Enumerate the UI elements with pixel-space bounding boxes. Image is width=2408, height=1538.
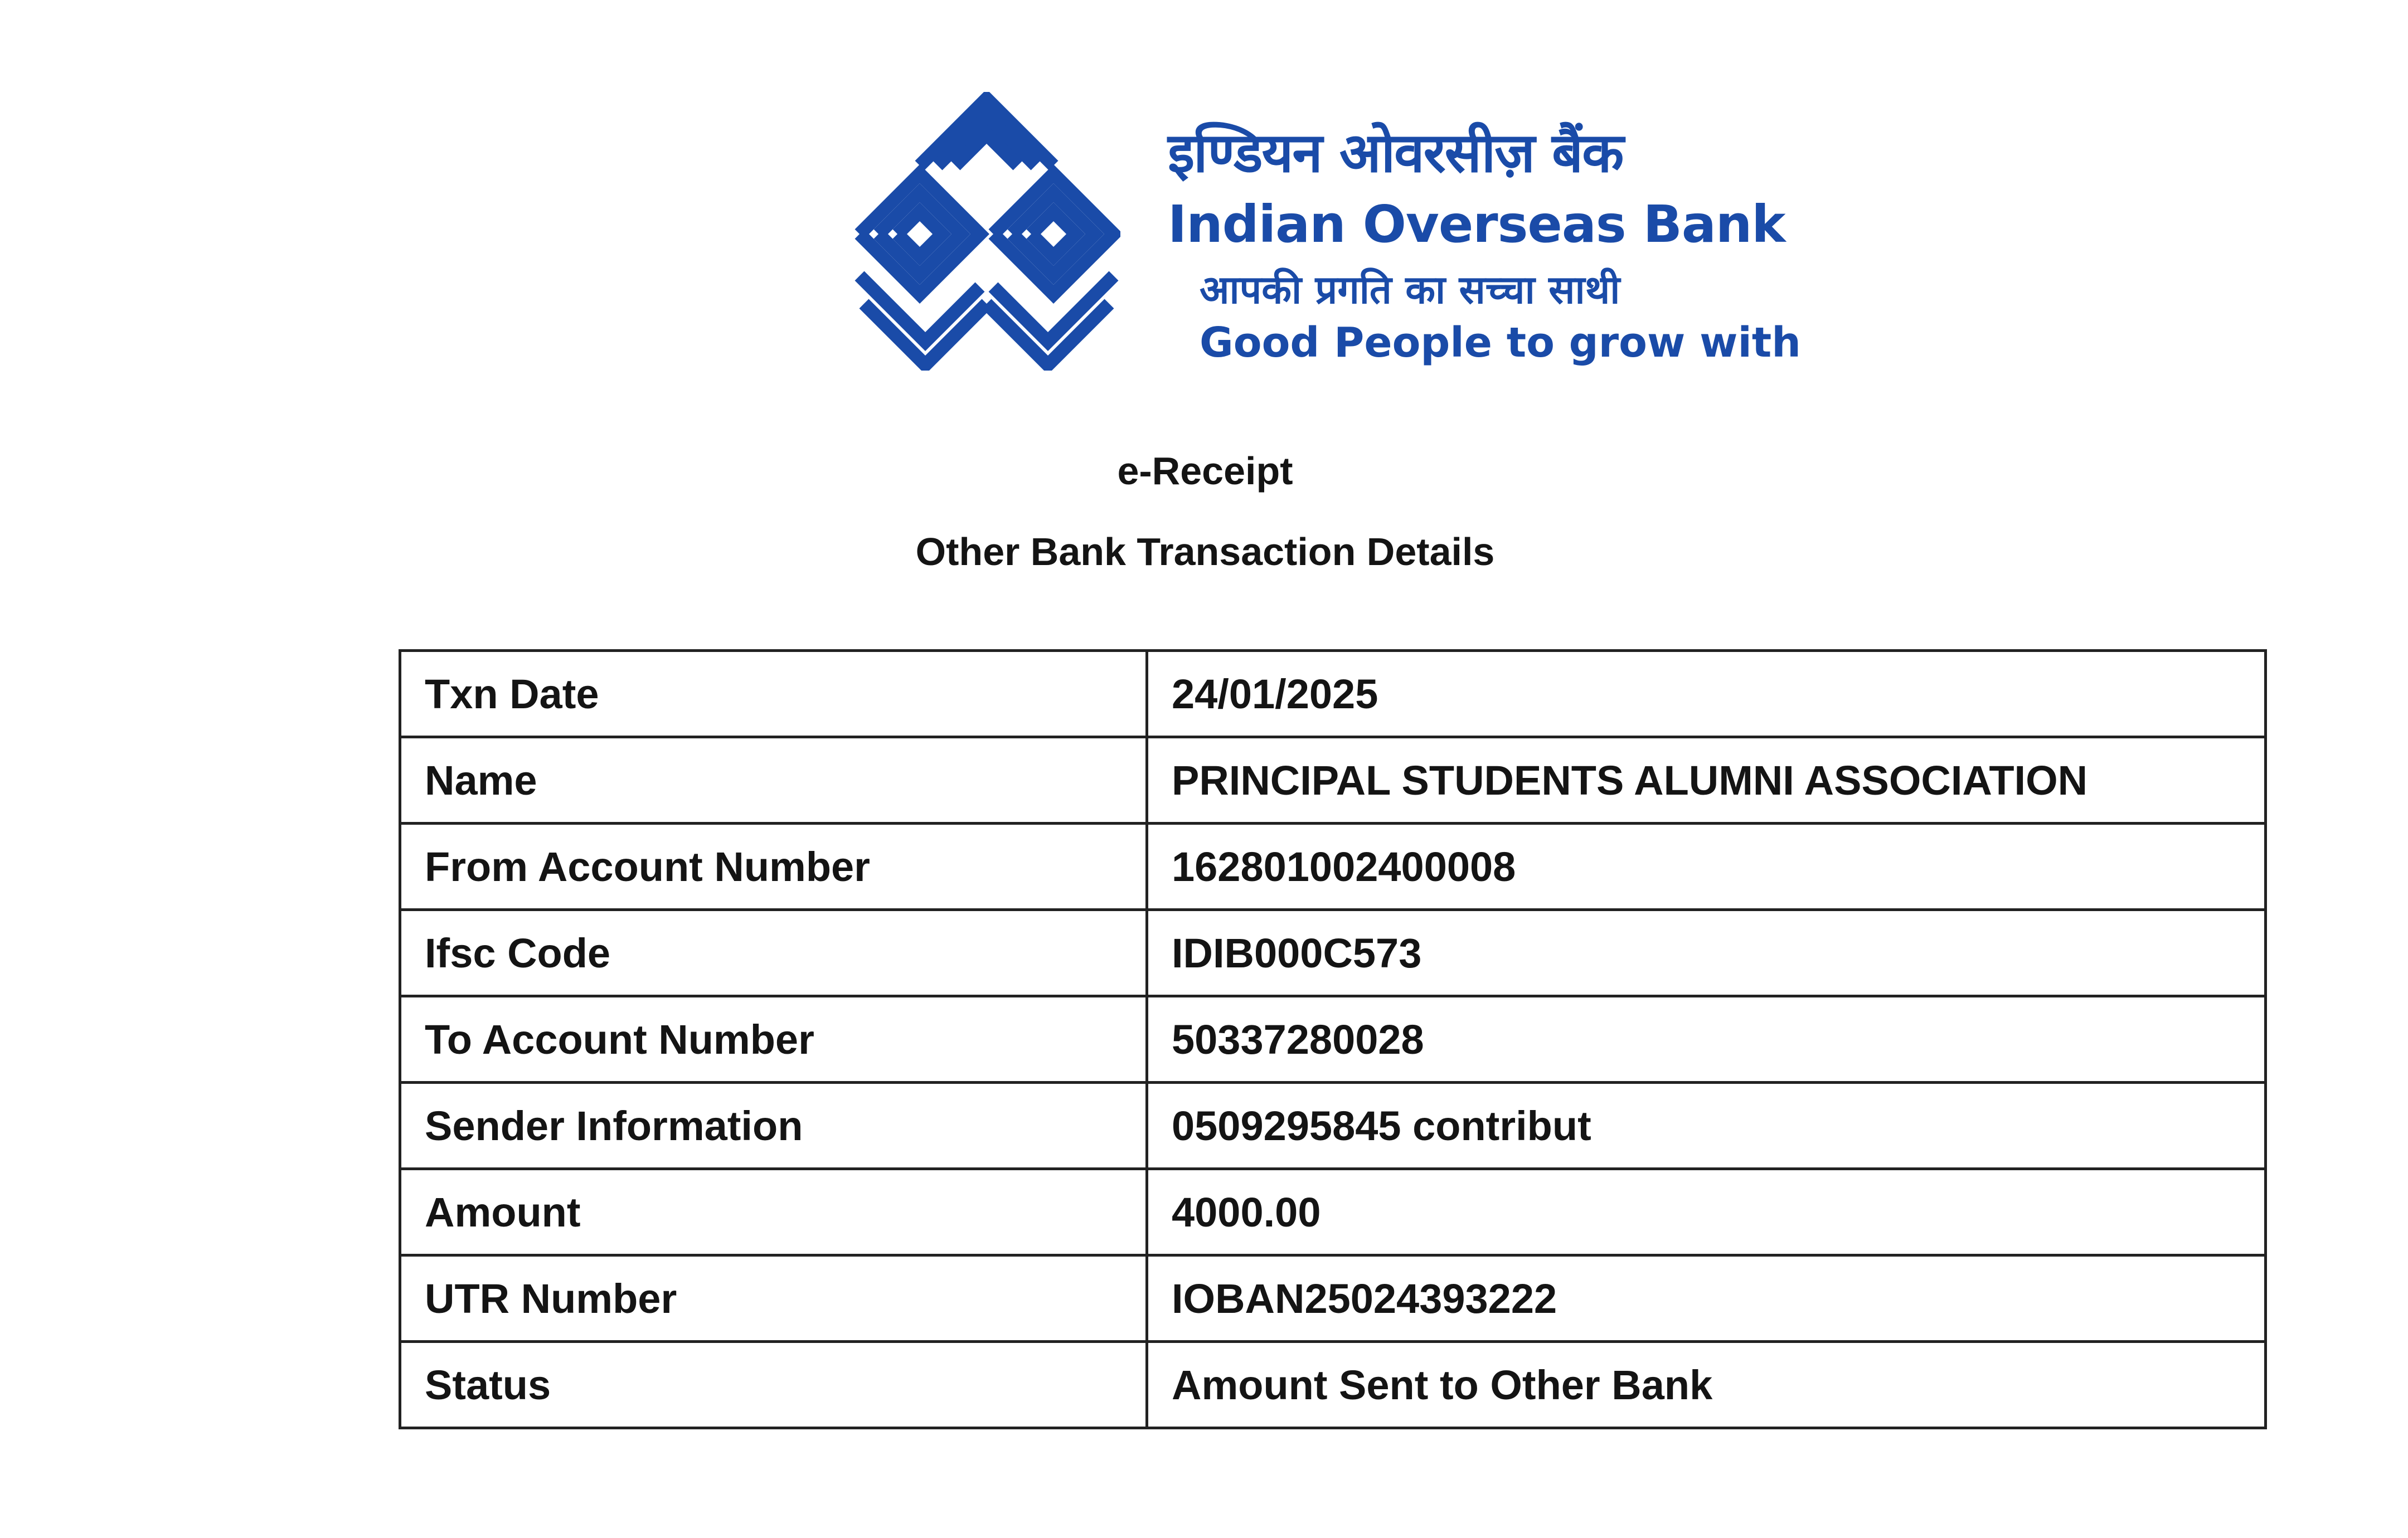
row-value: 0509295845 contribut bbox=[1147, 1083, 2266, 1169]
bank-name-english: Indian Overseas Bank bbox=[1168, 194, 1785, 254]
row-label: From Account Number bbox=[400, 824, 1147, 910]
receipt-subtitle: Other Bank Transaction Details bbox=[915, 530, 1495, 573]
row-value: 4000.00 bbox=[1147, 1169, 2266, 1255]
row-label: Status bbox=[400, 1342, 1147, 1428]
bank-name-hindi: इण्डियन ओवरसीज़ बैंक bbox=[1168, 121, 1623, 185]
table-row bbox=[400, 910, 2266, 996]
bank-tagline-english: Good People to grow with bbox=[1200, 319, 1801, 367]
table-row bbox=[400, 1083, 2266, 1169]
row-value: IOBAN25024393222 bbox=[1147, 1255, 2266, 1342]
table-row bbox=[400, 1255, 2266, 1342]
row-label: Txn Date bbox=[400, 651, 1147, 737]
bank-tagline-hindi: आपकी प्रगति का सच्चा साथी bbox=[1200, 267, 1620, 313]
table-row bbox=[400, 1169, 2266, 1255]
row-label: Ifsc Code bbox=[400, 910, 1147, 996]
table-row bbox=[400, 737, 2266, 824]
row-value: 162801002400008 bbox=[1147, 824, 2266, 910]
row-value: 24/01/2025 bbox=[1147, 651, 2266, 737]
row-value: Amount Sent to Other Bank bbox=[1147, 1342, 2266, 1428]
row-value: 50337280028 bbox=[1147, 996, 2266, 1083]
row-label: Amount bbox=[400, 1169, 1147, 1255]
row-value: PRINCIPAL STUDENTS ALUMNI ASSOCIATION bbox=[1147, 737, 2266, 824]
table-row bbox=[400, 996, 2266, 1083]
transaction-details-table bbox=[399, 649, 2267, 1429]
bank-logo-icon bbox=[853, 92, 1120, 371]
row-label: Sender Information bbox=[400, 1083, 1147, 1169]
row-label: Name bbox=[400, 737, 1147, 824]
bank-brand-block bbox=[1168, 120, 1801, 369]
receipt-title: e-Receipt bbox=[1117, 449, 1293, 493]
row-label: To Account Number bbox=[400, 996, 1147, 1083]
table-row bbox=[400, 651, 2266, 737]
row-label: UTR Number bbox=[400, 1255, 1147, 1342]
row-value: IDIB000C573 bbox=[1147, 910, 2266, 996]
table-row bbox=[400, 1342, 2266, 1428]
table-row bbox=[400, 824, 2266, 910]
